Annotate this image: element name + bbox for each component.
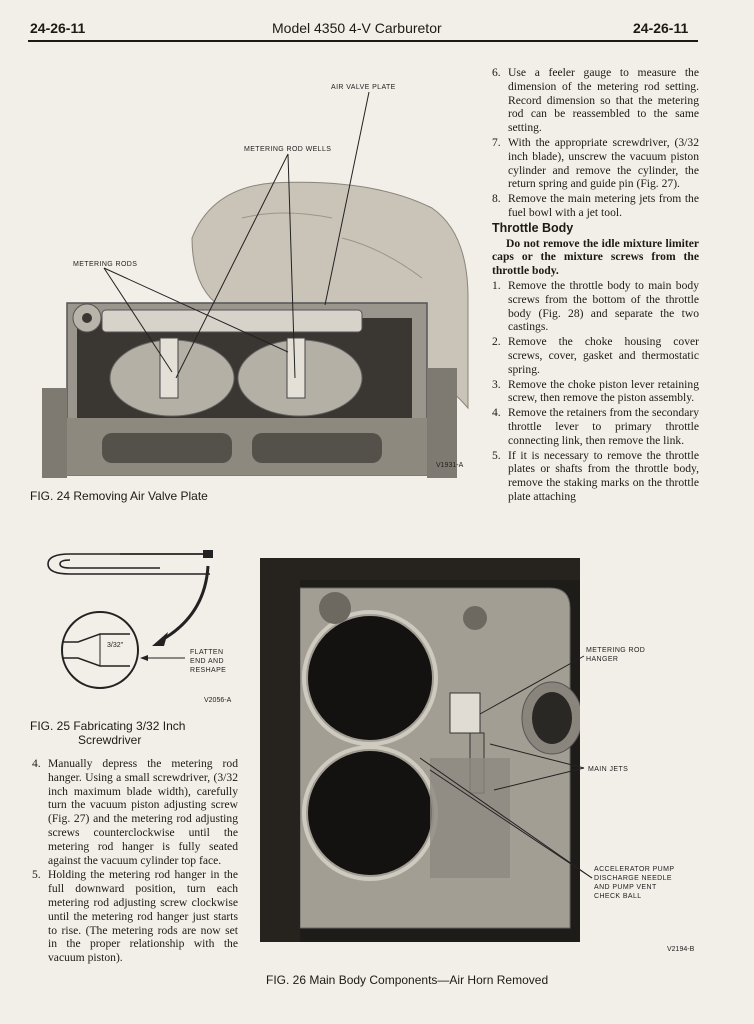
fig26-label-accel-2: DISCHARGE NEEDLE xyxy=(594,875,672,882)
list-item: 2. Remove the choke housing cover screws, cover, gasket and thermostatic spring. xyxy=(492,335,699,376)
fig25-label-1: FLATTEN xyxy=(190,649,224,656)
label-metering-rod-wells: METERING ROD WELLS xyxy=(244,146,332,153)
list-item: 7. With the appropriate screwdriver, (3/32 inch blade), unscrew the vacuum piston cylinder and remove the cylinder, the return spring and guide pin (Fig. 27). xyxy=(492,135,699,191)
page-number-left: 24-26-11 xyxy=(30,20,86,36)
list-item: 4. Remove the retainers from the secondary throttle lever to primary throttle connecting link, then remove the link. xyxy=(492,406,699,447)
list-item: 5. If it is necessary to remove the throttle plates or shafts from the throttle body, remove the staking marks on the throttle plate attaching xyxy=(492,448,699,503)
list-item: 8. Remove the main metering jets from the fuel bowl with a jet tool. xyxy=(492,192,699,219)
list-item: 5. Holding the metering rod hanger in the full downward position, turn each metering rod adjusting screw clockwise until the metering rod hanger just starts to rise. (The metering rods are now set in the proper relationship with the vacuum piston). xyxy=(32,868,238,965)
fig24-code: V1931-A xyxy=(436,462,464,469)
list-item: 6. Use a feeler gauge to measure the dimension of the metering rod setting. Record dimension so that the metering rod can be reassembled to the same setting. xyxy=(492,66,699,135)
page-number-right: 24-26-11 xyxy=(633,20,689,36)
label-air-valve-plate: AIR VALVE PLATE xyxy=(331,84,396,91)
fig26-label-hanger-2: HANGER xyxy=(586,656,619,663)
list-item: 3. Remove the choke piston lever retaining screw, then remove the piston assembly. xyxy=(492,377,699,405)
fig26-label-accel-1: ACCELERATOR PUMP xyxy=(594,866,675,873)
fig25-label-3: RESHAPE xyxy=(190,667,227,674)
fig26-label-accel-3: AND PUMP VENT xyxy=(594,884,657,891)
throttle-body-heading: Throttle Body xyxy=(492,220,574,235)
fig26-label-hanger-1: METERING ROD xyxy=(586,647,646,654)
list-item: 1. Remove the throttle body to main body screws from the bottom of the throttle body (Fig. 28) and separate the two castings. xyxy=(492,278,699,334)
fig25-code: V2056-A xyxy=(204,697,232,704)
fig25-caption-line1: FIG. 25 Fabricating 3/32 Inch xyxy=(30,719,186,733)
label-metering-rods: METERING RODS xyxy=(73,261,138,268)
page-title: Model 4350 4-V Carburetor xyxy=(272,20,442,36)
fig25-caption-line2: Screwdriver xyxy=(78,733,142,747)
list-item: 4. Manually depress the metering rod hanger. Using a small screwdriver, (3/32 inch maximum blade width), carefully turn the vacuum piston adjusting screw (Fig. 27) and the metering rod adjusting screws counterclockwise until the metering rod hanger is fully seated against the vacuum cylinder top face. xyxy=(32,757,238,867)
fig25-dimension: 3/32" xyxy=(107,642,124,649)
fig26-label-accel-4: CHECK BALL xyxy=(594,893,642,900)
fig25-label-2: END AND xyxy=(190,658,224,665)
fig24-caption: FIG. 24 Removing Air Valve Plate xyxy=(30,489,208,503)
fig26-label-main-jets: MAIN JETS xyxy=(588,766,629,773)
fig26-caption: FIG. 26 Main Body Components—Air Horn Removed xyxy=(266,973,549,987)
right-column-text xyxy=(492,66,699,505)
fig26-code: V2194-B xyxy=(667,946,695,953)
throttle-body-warning: Do not remove the idle mixture limiter caps or the mixture screws from the throttle body. xyxy=(492,236,699,278)
